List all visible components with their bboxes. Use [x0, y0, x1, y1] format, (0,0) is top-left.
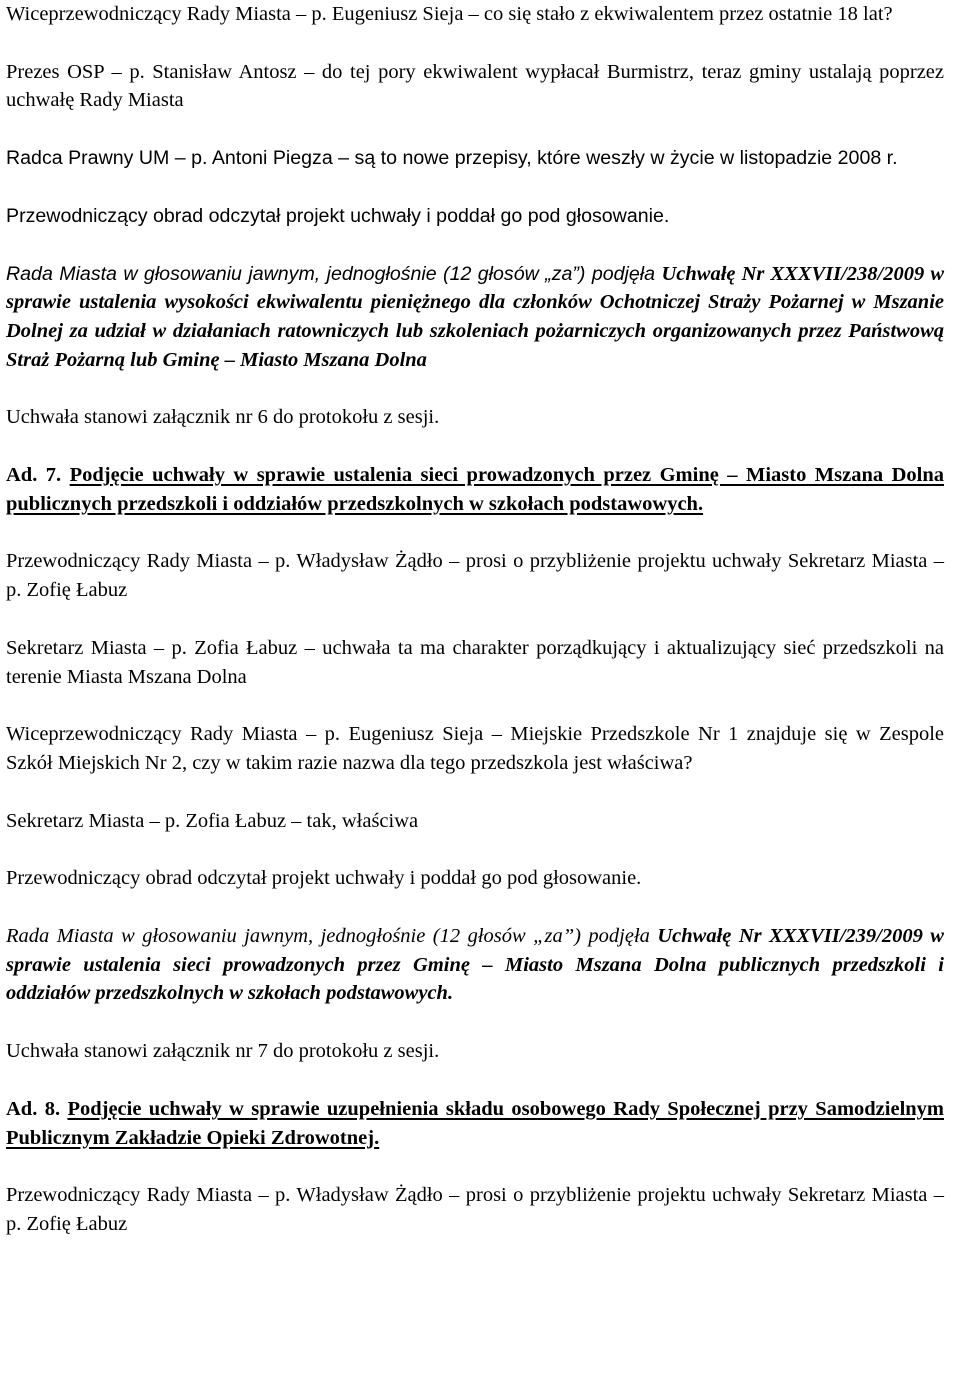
agenda-item-7 [6, 461, 944, 518]
paragraph-attachment-7: Uchwała stanowi załącznik nr 7 do protokołu z sesji. [6, 1040, 440, 1063]
paragraph-vote-announcement-2: Przewodniczący obrad odczytał projekt uchwały i poddał go pod głosowanie. [6, 867, 642, 890]
agenda-title: Podjęcie uchwały w sprawie uzupełnienia składu osobowego Rady Społecznej przy Samodzielnym Publicznym Zakładzie Opieki Zdrowotnej. [6, 1097, 944, 1149]
paragraph-vote-announcement-1: Przewodniczący obrad odczytał projekt uchwały i poddał go pod głosowanie. [6, 204, 670, 227]
resolution-intro: Rada Miasta w głosowaniu jawnym, jednogłośnie (12 głosów „za”) podjęła [6, 925, 658, 948]
paragraph-resolution-239 [6, 922, 944, 1008]
resolution-text: Uchwałę Nr XXXVII/239/2009 w sprawie ustalenia sieci prowadzonych przez Gminę – Miasto Mszana Dolna publicznych przedszkoli i oddziałów przedszkolnych w szkołach podstawowych. [6, 925, 944, 1005]
agenda-item-8 [6, 1095, 944, 1152]
paragraph-chair-request-2: Przewodniczący Rady Miasta – p. Władysław Żądło – prosi o przybliżenie projektu uchwały Sekretarz Miasta – p. Zofię Łabuz [6, 1184, 944, 1235]
agenda-title: Podjęcie uchwały w sprawie ustalenia sieci prowadzonych przez Gminę – Miasto Mszana Dolna publicznych przedszkoli i oddziałów przedszkolnych w szkołach podstawowych. [6, 464, 944, 515]
agenda-number: Ad. 8. [6, 1097, 68, 1120]
paragraph-osp-answer: Prezes OSP – p. Stanisław Antosz – do tej pory ekwiwalent wypłacał Burmistrz, teraz gminy ustalają poprzez uchwałę Rady Miasta [6, 60, 944, 112]
paragraph-secretary-explanation: Sekretarz Miasta – p. Zofia Łabuz – uchwała ta ma charakter porządkujący i aktualizujący sieć przedszkoli na terenie Miasta Mszana Dolna [6, 636, 944, 688]
agenda-number: Ad. 7. [6, 464, 70, 487]
paragraph-chair-request-1: Przewodniczący Rady Miasta – p. Władysław Żądło – prosi o przybliżenie projektu uchwały Sekretarz Miasta – p. Zofię Łabuz [6, 550, 944, 602]
resolution-text: Uchwałę Nr XXXVII/238/2009 w sprawie ustalenia wysokości ekwiwalentu pieniężnego dla członków Ochotniczej Straży Pożarnej w Mszanie Dolnej za udział w działaniach ratowniczych lub szkoleniach pożarniczych organizowanych przez Państwową Straż Pożarną lub Gminę – Miasto Mszana Dolna [6, 262, 944, 371]
document-page [6, 0, 944, 1239]
paragraph-resolution-238 [6, 260, 944, 375]
paragraph-vice-chair-question-2: Wiceprzewodniczący Rady Miasta – p. Eugeniusz Sieja – Miejskie Przedszkole Nr 1 znajduje się w Zespole Szkół Miejskich Nr 2, czy w takim razie nazwa dla tego przedszkola jest właściwa? [6, 723, 944, 774]
paragraph-vice-chair-question: Wiceprzewodniczący Rady Miasta – p. Eugeniusz Sieja – co się stało z ekwiwalentem przez ostatnie 18 lat? [6, 3, 893, 25]
paragraph-attachment-6: Uchwała stanowi załącznik nr 6 do protokołu z sesji. [6, 406, 440, 429]
paragraph-legal-advisor: Radca Prawny UM – p. Antoni Piegza – są to nowe przepisy, które weszły w życie w listopadzie 2008 r. [6, 147, 898, 170]
paragraph-secretary-answer: Sekretarz Miasta – p. Zofia Łabuz – tak, właściwa [6, 809, 419, 832]
resolution-intro: Rada Miasta w głosowaniu jawnym, jednogłośnie (12 głosów „za”) podjęła [6, 262, 662, 285]
